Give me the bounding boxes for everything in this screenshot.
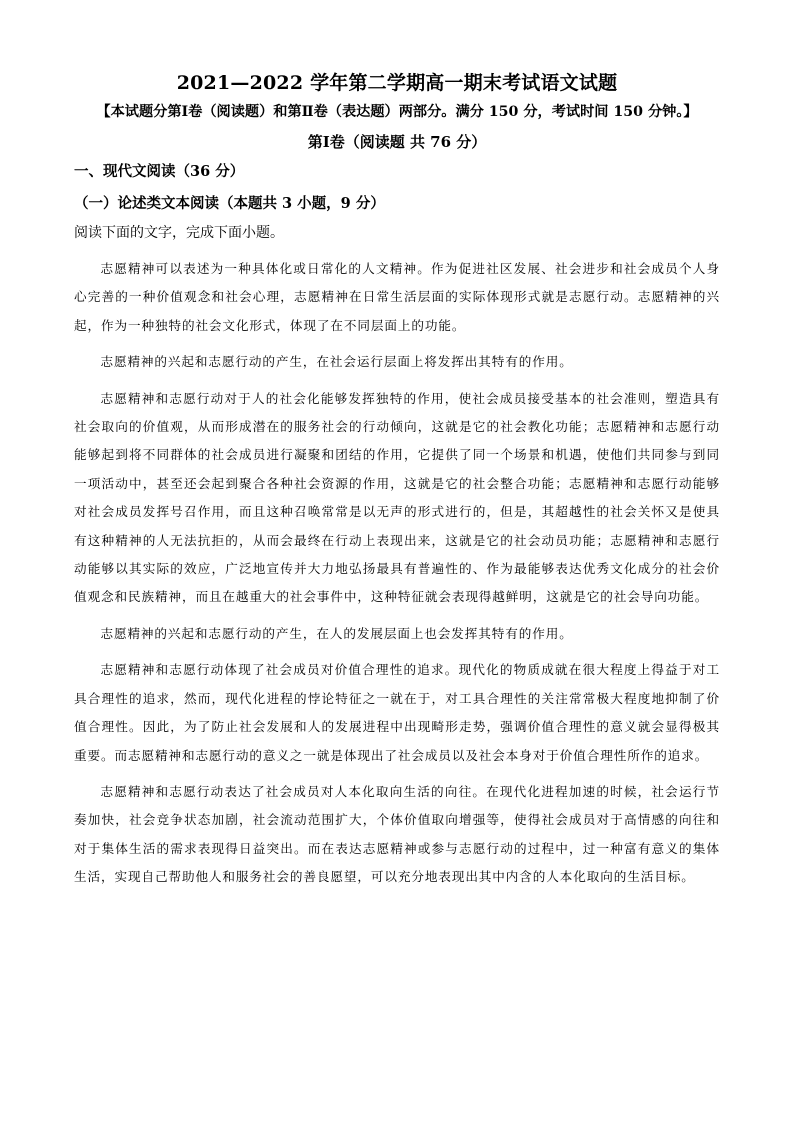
- passage-paragraph: 志愿精神可以表述为一种具体化或日常化的人文精神。作为促进社区发展、社会进步和社会成员个人身心完善的一种价值观念和社会心理，志愿精神在日常生活层面的实际体现形式就是志愿行动。志愿精神的兴起，作为一种独特的社会文化形式，体现了在不同层面上的功能。: [74, 261, 720, 333]
- subsection-heading: （一）论述类文本阅读（本题共 3 小题，9 分）: [74, 195, 385, 212]
- passage-paragraph: 志愿精神和志愿行动对于人的社会化能够发挥独特的作用，使社会成员接受基本的社会准则，塑造具有社会取向的价值观，从而形成潜在的服务社会的行动倾向，这就是它的社会教化功能；志愿精神和志愿行动能够起到将不同群体的社会成员进行凝聚和团结的作用，它提供了同一个场景和机遇，使他们共同参与到同一项活动中，甚至还会起到聚合各种社会资源的作用，这就是它的社会整合功能；志愿精神和志愿行动能够对社会成员发挥号召作用，而且这种召唤常常是以无声的形式进行的，但是，其超越性的社会关怀又是使具有这种精神的人无法抗拒的，从而会最终在行动上表现出来，这就是它的社会动员功能；志愿精神和志愿行动能够以其实际的效应，广泛地宣传并大力地弘扬最具有普遍性的、作为最能够表达优秀文化成分的社会价值观念和民族精神，而且在越重大的社会事件中，这种特征就会表现得越鲜明，这就是它的社会导向功能。: [74, 390, 720, 605]
- reading-directive: 阅读下面的文字，完成下面小题。: [74, 225, 284, 241]
- passage-paragraph: 志愿精神的兴起和志愿行动的产生，在人的发展层面上也会发挥其特有的作用。: [100, 625, 573, 641]
- reading-passage: [74, 255, 720, 892]
- section-heading: 一、现代文阅读（36 分）: [74, 163, 245, 180]
- passage-paragraph: 志愿精神和志愿行动体现了社会成员对价值合理性的追求。现代化的物质成就在很大程度上得益于对工具合理性的追求，然而，现代化进程的悖论特征之一就在于，对工具合理性的关注常常极大程度地抑制了价值合理性。因此，为了防止社会发展和人的发展进程中出现畸形走势，强调价值合理性的意义就会显得极其重要。而志愿精神和志愿行动的意义之一就是体现出了社会成员以及社会本身对于价值合理性所作的追求。: [74, 662, 720, 763]
- exam-instructions: 【本试题分第Ⅰ卷（阅读题）和第Ⅱ卷（表达题）两部分。满分 150 分，考试时间 150 分钟。】: [96, 104, 698, 120]
- passage-paragraph: 志愿精神和志愿行动表达了社会成员对人本化取向生活的向往。在现代化进程加速的时候，社会运行节奏加快，社会竞争状态加剧，社会流动范围扩大，个体价值取向增强等，使得社会成员对于高情感的向往和对于集体生活的需求表现得日益突出。而在表达志愿精神或参与志愿行动的过程中，过一种富有意义的集体生活，实现自己帮助他人和服务社会的善良愿望，可以充分地表现出其中内含的人本化取向的生活目标。: [74, 783, 720, 885]
- passage-paragraph: 志愿精神的兴起和志愿行动的产生，在社会运行层面上将发挥出其特有的作用。: [100, 354, 573, 370]
- exam-title: 2021—2022 学年第二学期高一期末考试语文试题: [176, 72, 618, 94]
- part-title: 第Ⅰ卷（阅读题 共 76 分）: [307, 133, 487, 151]
